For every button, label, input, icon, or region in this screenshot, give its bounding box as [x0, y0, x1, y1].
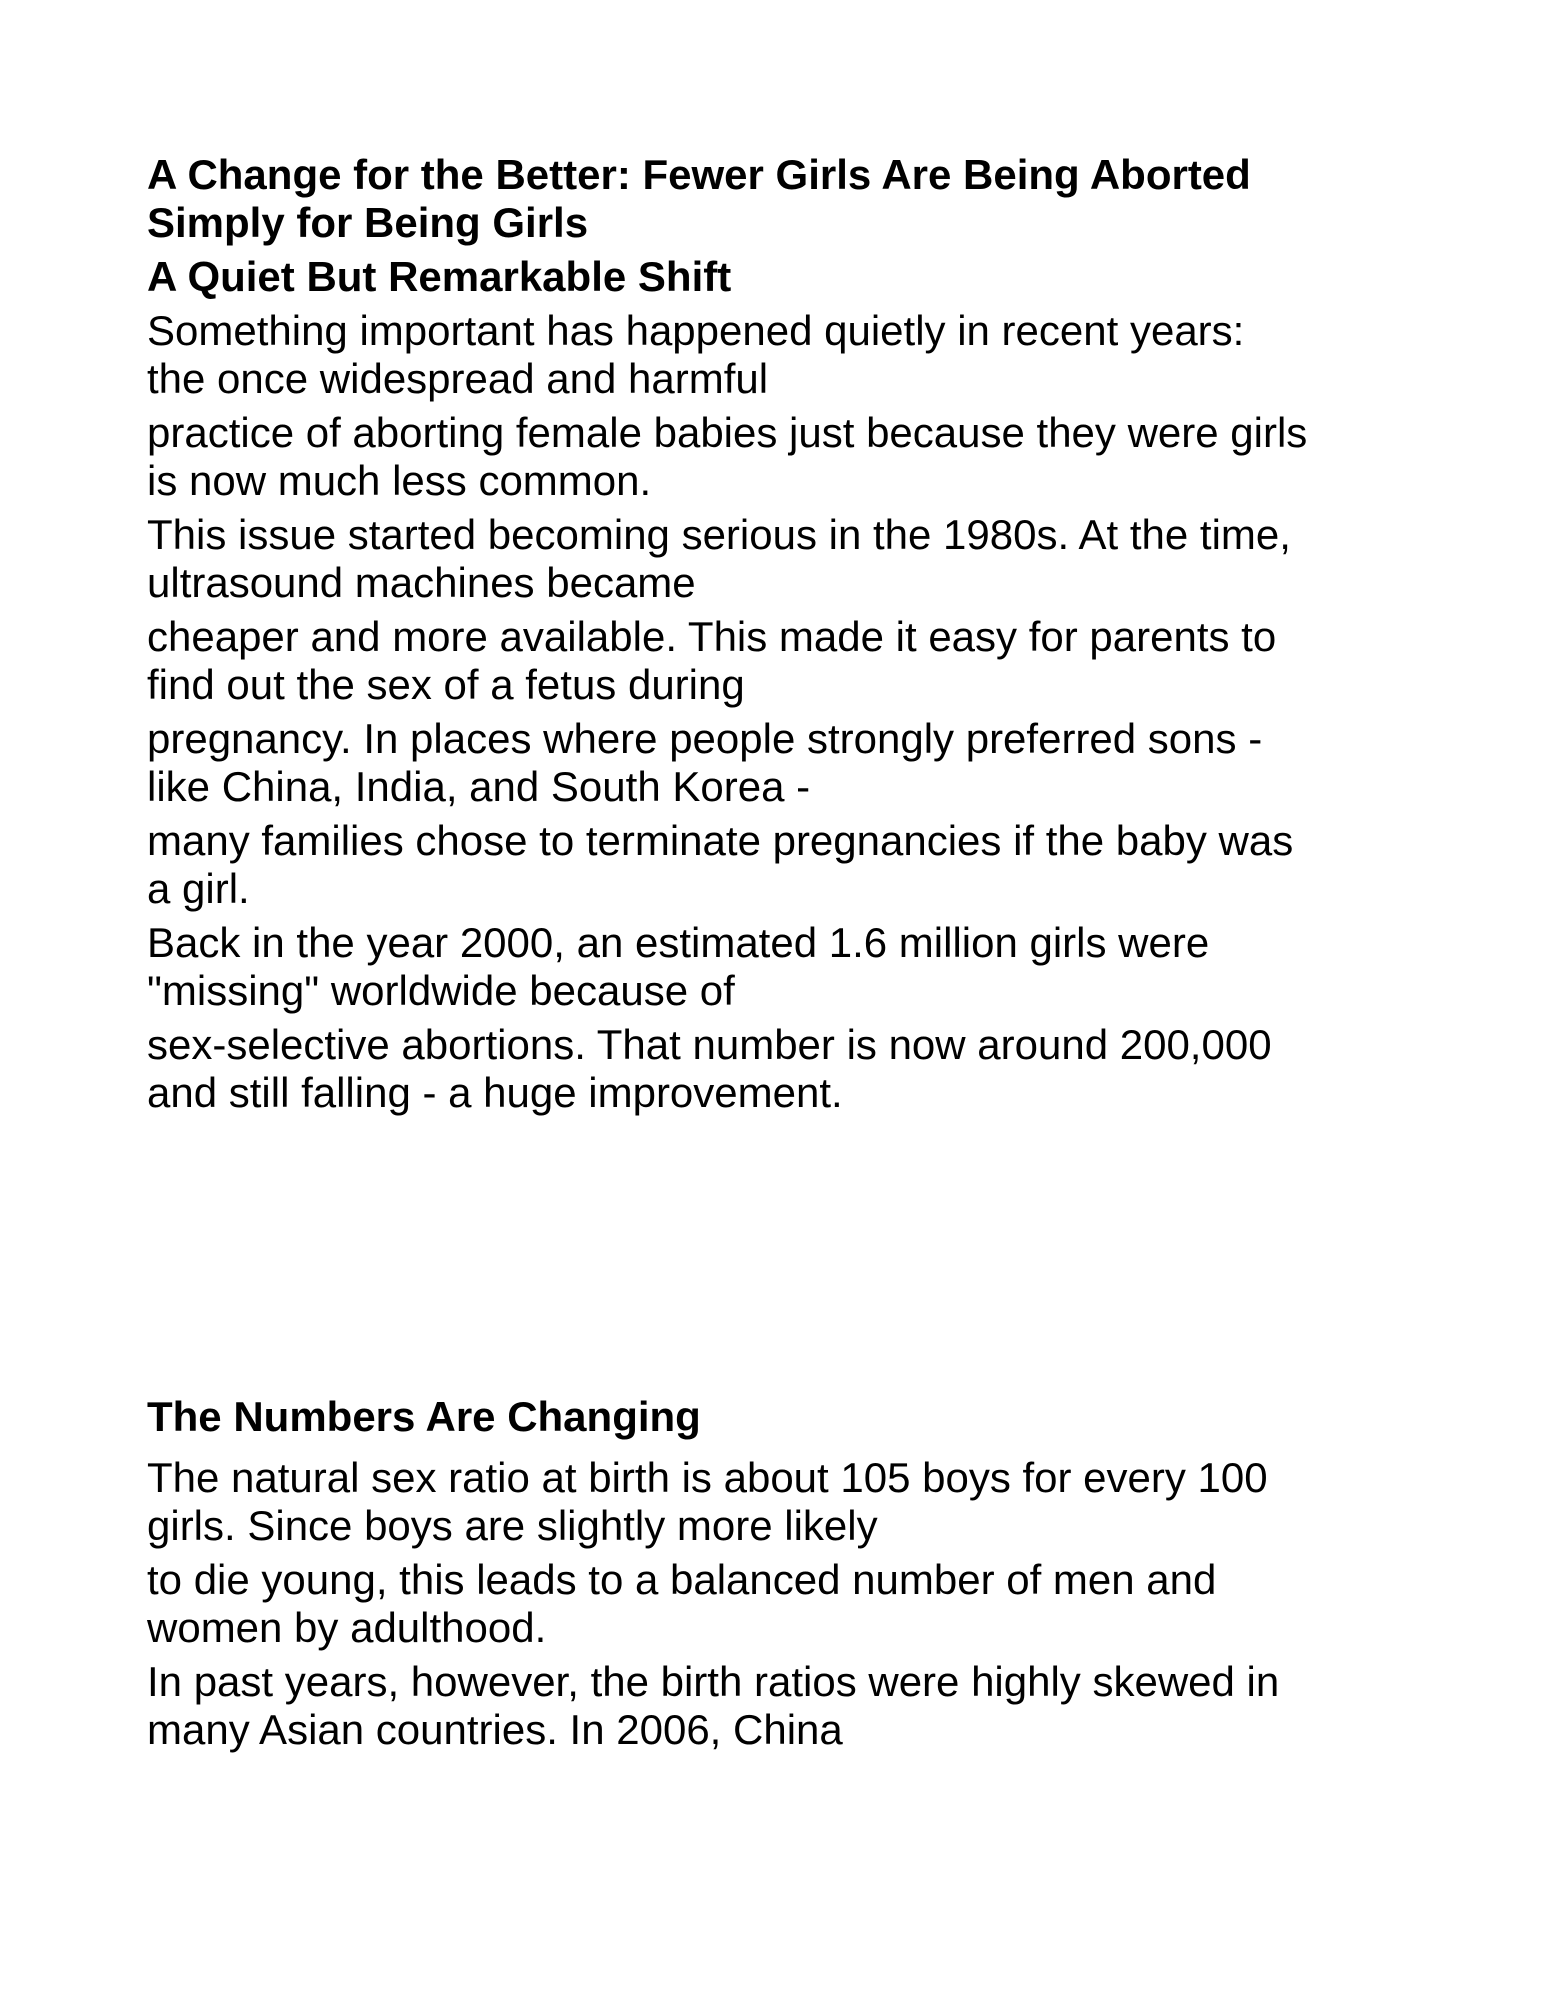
paragraph	[147, 307, 1487, 403]
text-line: ultrasound machines became	[147, 559, 696, 606]
text-line: pregnancy. In places where people strongly preferred sons -	[147, 715, 1263, 762]
text-line: The natural sex ratio at birth is about 105 boys for every 100	[147, 1454, 1268, 1501]
paragraph	[147, 409, 1487, 505]
text-line: girls. Since boys are slightly more likely	[147, 1502, 878, 1549]
paragraph	[147, 511, 1487, 607]
paragraph	[147, 1021, 1487, 1117]
paragraph	[147, 919, 1487, 1015]
text-line: like China, India, and South Korea -	[147, 763, 811, 810]
text-line: is now much less common.	[147, 457, 652, 504]
section-2-heading: The Numbers Are Changing	[147, 1393, 701, 1440]
paragraph	[147, 817, 1487, 913]
text-line: "missing" worldwide because of	[147, 967, 735, 1014]
text-line: find out the sex of a fetus during	[147, 661, 745, 708]
section-1-body	[147, 307, 1487, 1117]
paragraph	[147, 1556, 1487, 1652]
text-line: Something important has happened quietly in recent years:	[147, 307, 1245, 354]
text-line: A Change for the Better: Fewer Girls Are Being Aborted	[147, 151, 1251, 198]
text-line: to die young, this leads to a balanced number of men and	[147, 1556, 1217, 1603]
text-line: cheaper and more available. This made it easy for parents to	[147, 613, 1277, 660]
section-2-body	[147, 1454, 1487, 1754]
text-line: many families chose to terminate pregnancies if the baby was	[147, 817, 1294, 864]
text-line: In past years, however, the birth ratios were highly skewed in	[147, 1658, 1280, 1705]
text-line: many Asian countries. In 2006, China	[147, 1706, 843, 1753]
paragraph	[147, 613, 1487, 709]
text-line: Back in the year 2000, an estimated 1.6 million girls were	[147, 919, 1210, 966]
text-line: the once widespread and harmful	[147, 355, 769, 402]
text-line: women by adulthood.	[147, 1604, 547, 1651]
text-line: sex-selective abortions. That number is now around 200,000	[147, 1021, 1272, 1068]
paragraph	[147, 1658, 1487, 1754]
text-line: a girl.	[147, 865, 250, 912]
document-title	[147, 151, 1487, 247]
text-line: This issue started becoming serious in the 1980s. At the time,	[147, 511, 1291, 558]
section-1-heading: A Quiet But Remarkable Shift	[147, 253, 732, 300]
paragraph	[147, 715, 1487, 811]
text-line: practice of aborting female babies just because they were girls	[147, 409, 1308, 456]
text-line: Simply for Being Girls	[147, 199, 589, 246]
text-line: and still falling - a huge improvement.	[147, 1069, 843, 1116]
paragraph	[147, 1454, 1487, 1550]
document-content	[147, 151, 1487, 1760]
